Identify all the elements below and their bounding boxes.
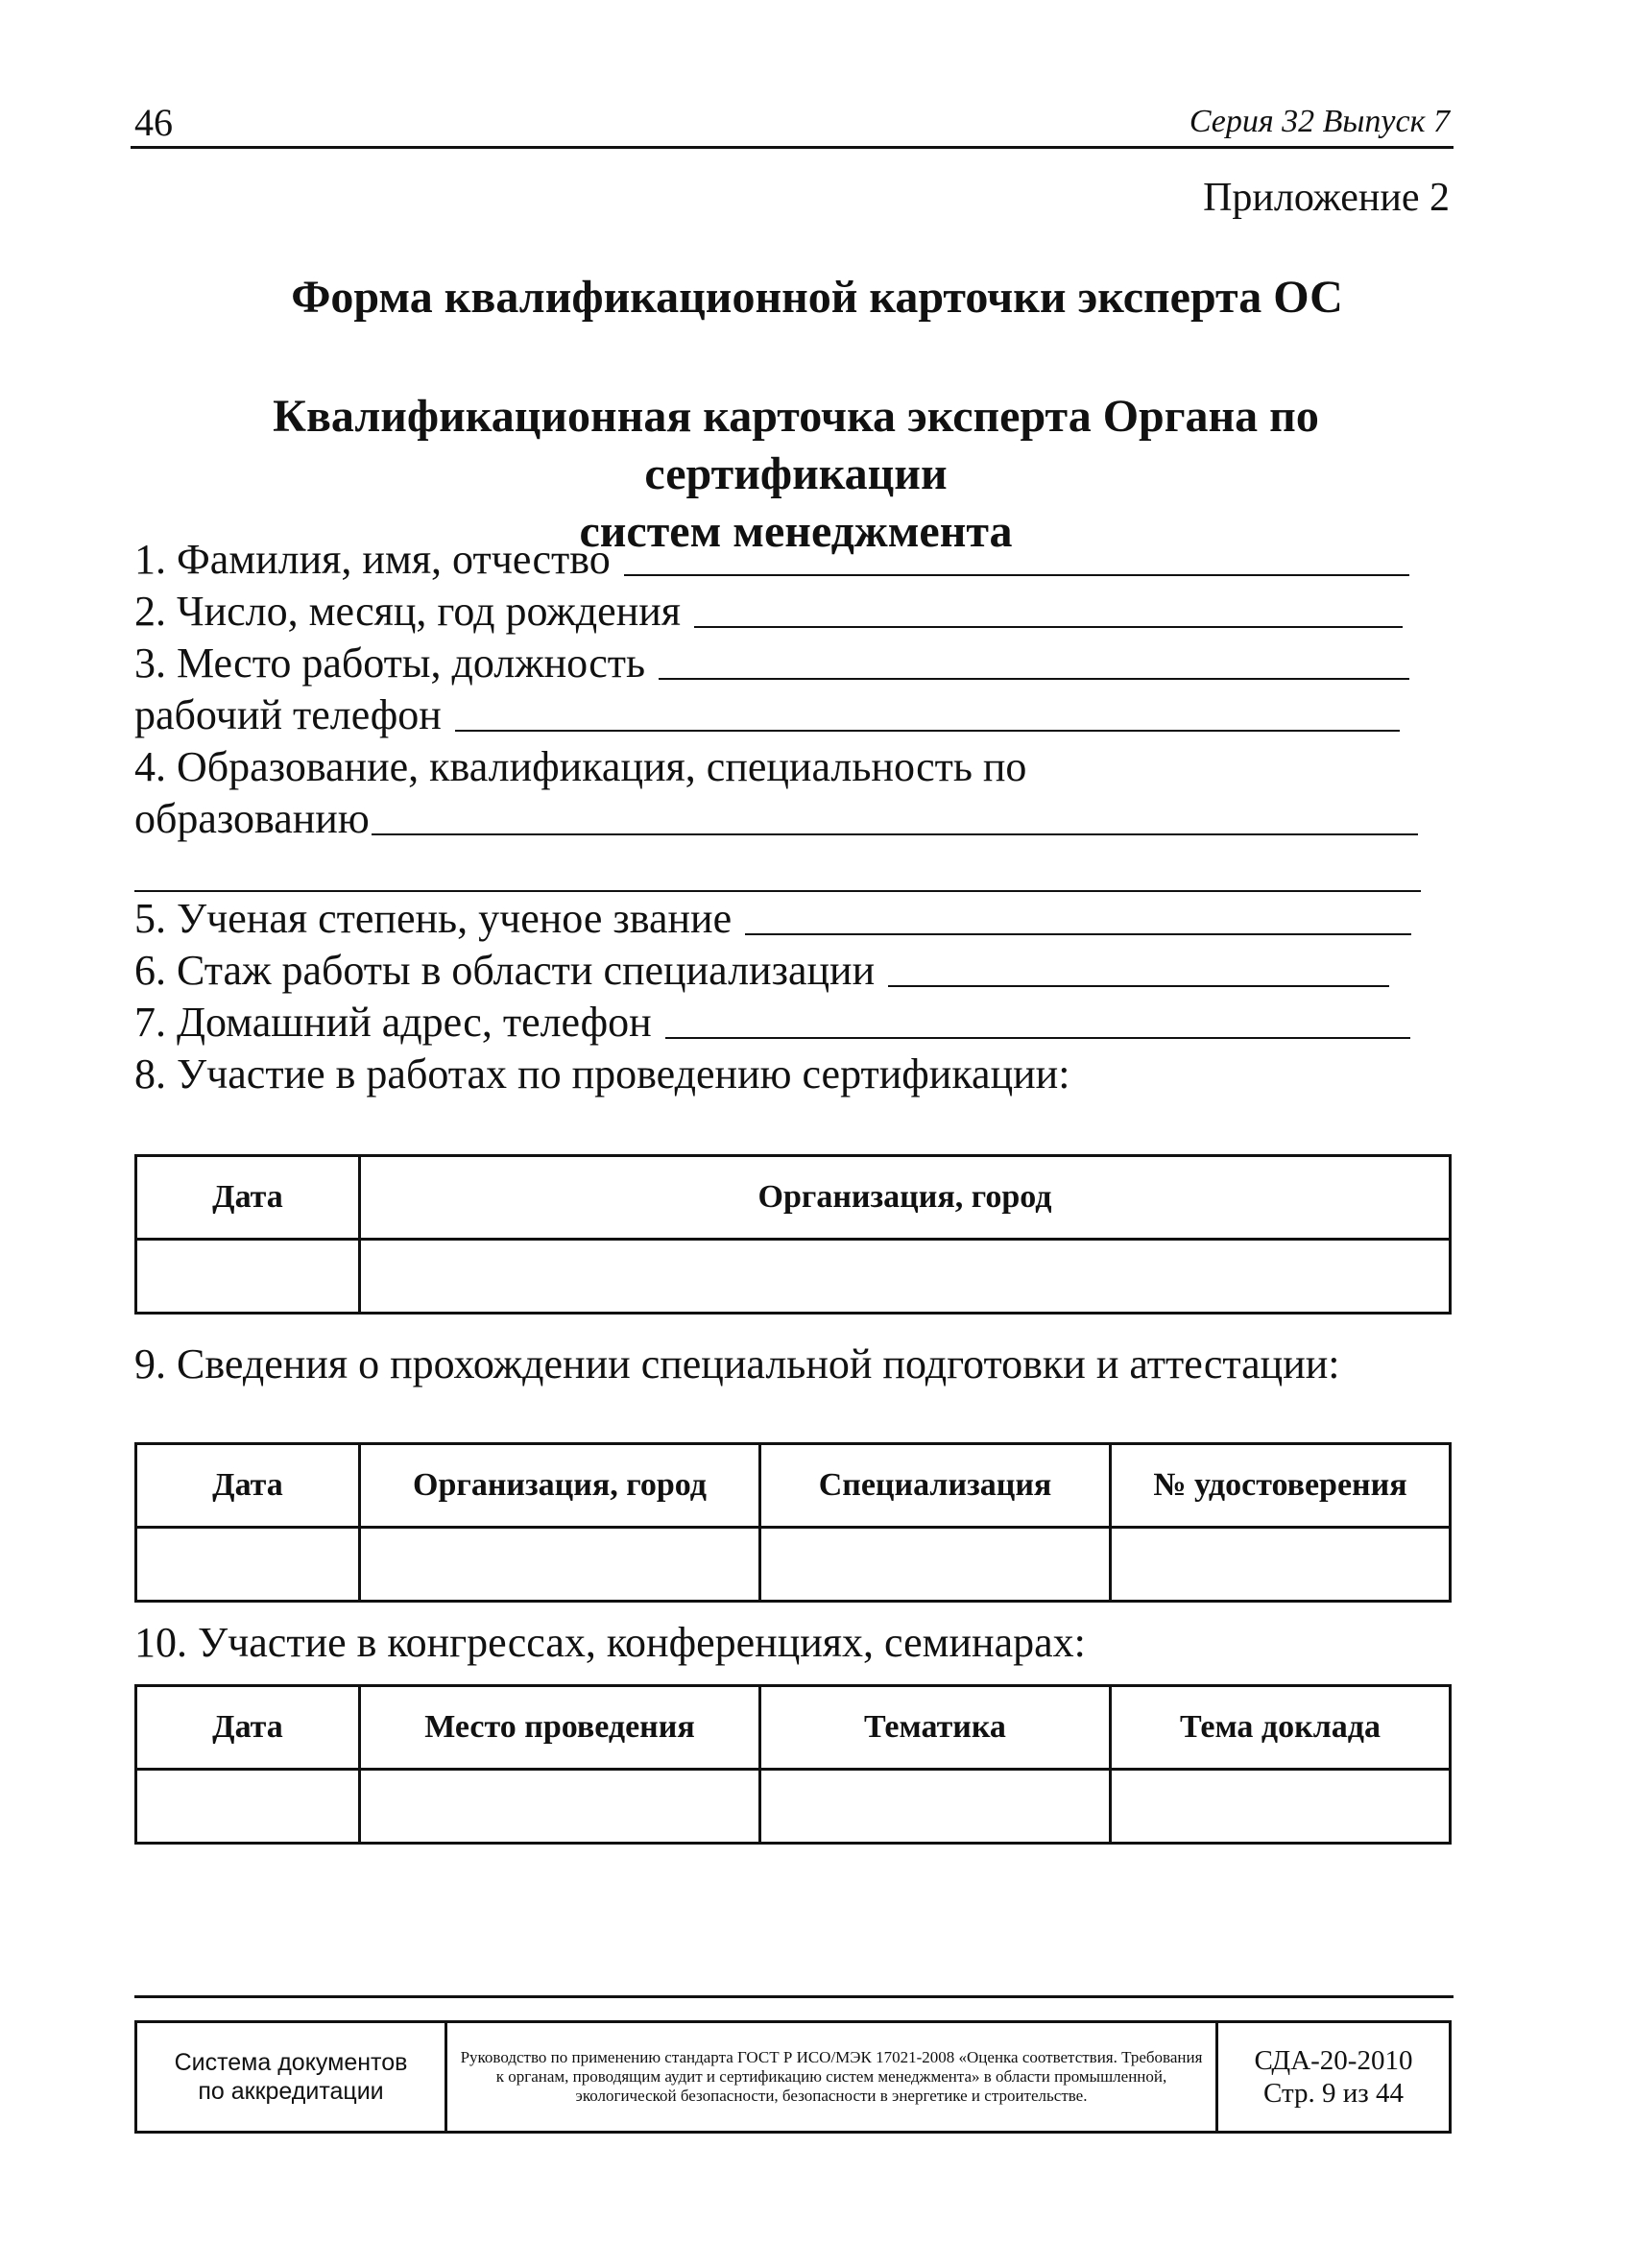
field-workplace-label: 3. Место работы, должность xyxy=(134,639,646,687)
t8-cell-date[interactable] xyxy=(136,1240,360,1314)
field-workplace xyxy=(134,638,1409,688)
footer-system-line2: по аккредитации xyxy=(198,2078,384,2105)
field-education-extra-line[interactable] xyxy=(134,889,1421,892)
field-degree-label: 5. Ученая степень, ученое звание xyxy=(134,895,733,942)
field-experience xyxy=(134,945,1389,995)
t10-cell-venue[interactable] xyxy=(360,1770,760,1844)
field-workplace-line[interactable] xyxy=(659,677,1409,680)
field-home-address-label: 7. Домашний адрес, телефон xyxy=(134,999,652,1046)
footer-description: Руководство по применению стандарта ГОСТ Р ИСО/МЭК 17021-2008 «Оценка соответствия. Требования к органам, проводящим аудит и сертификацию систем менеджмента» в области промышленной, экологической безопасности, безопасности в энергетике и строительстве. xyxy=(446,2022,1217,2133)
t9-header-certificate: № удостоверения xyxy=(1111,1444,1451,1528)
field-experience-label: 6. Стаж работы в области специализации xyxy=(134,947,876,994)
section-10-label: 10. Участие в конгрессах, конференциях, семинарах: xyxy=(134,1619,1086,1666)
t9-header-org: Организация, город xyxy=(360,1444,760,1528)
section-9-label: 9. Сведения о прохождении специальной подготовки и аттестации: xyxy=(134,1340,1340,1387)
t8-header-date: Дата xyxy=(136,1156,360,1240)
t10-cell-date[interactable] xyxy=(136,1770,360,1844)
field-birth-date-label: 2. Число, месяц, год рождения xyxy=(134,588,682,635)
t9-cell-certificate[interactable] xyxy=(1111,1528,1451,1602)
t10-header-venue: Место проведения xyxy=(360,1686,760,1770)
appendix-label: Приложение 2 xyxy=(1203,176,1450,220)
footer-table xyxy=(134,2020,1452,2134)
t10-header-topic: Тематика xyxy=(760,1686,1111,1770)
t10-header-date: Дата xyxy=(136,1686,360,1770)
t9-header-date: Дата xyxy=(136,1444,360,1528)
t10-cell-report[interactable] xyxy=(1111,1770,1451,1844)
t9-cell-specialization[interactable] xyxy=(760,1528,1111,1602)
footer-doc-id xyxy=(1217,2022,1451,2133)
t9-cell-org[interactable] xyxy=(360,1528,760,1602)
field-education xyxy=(134,741,1026,791)
t10-cell-topic[interactable] xyxy=(760,1770,1111,1844)
field-home-address xyxy=(134,997,1410,1047)
field-birth-date xyxy=(134,586,1403,636)
t9-header-specialization: Специализация xyxy=(760,1444,1111,1528)
field-education-label: 4. Образование, квалификация, специальность по xyxy=(134,743,1027,790)
card-title-line1: Квалификационная карточка эксперта Органа по сертификации xyxy=(273,391,1319,499)
t8-cell-org[interactable] xyxy=(360,1240,1451,1314)
field-education-cont xyxy=(134,793,1418,843)
field-work-phone-label: рабочий телефон xyxy=(134,691,442,738)
footer-page-count: Стр. 9 из 44 xyxy=(1263,2078,1404,2109)
field-degree-line[interactable] xyxy=(745,932,1411,935)
field-experience-line[interactable] xyxy=(888,984,1389,987)
conferences-table xyxy=(134,1684,1452,1845)
card-title-line2: систем менеджмента xyxy=(579,506,1013,557)
field-full-name xyxy=(134,534,1409,584)
field-full-name-label: 1. Фамилия, имя, отчество xyxy=(134,536,611,583)
form-title: Форма квалификационной карточки эксперта ОС xyxy=(291,272,1343,323)
field-home-address-line[interactable] xyxy=(665,1036,1410,1039)
footer-system xyxy=(136,2022,446,2133)
section-8-title xyxy=(134,1049,1069,1098)
t9-cell-date[interactable] xyxy=(136,1528,360,1602)
footer-doc-code: СДА-20-2010 xyxy=(1254,2045,1413,2076)
t8-header-org: Организация, город xyxy=(360,1156,1451,1240)
field-education-line[interactable] xyxy=(372,832,1418,835)
field-full-name-line[interactable] xyxy=(624,573,1409,576)
header-rule xyxy=(131,146,1454,149)
field-education-cont-label: образованию xyxy=(134,795,370,842)
field-birth-date-line[interactable] xyxy=(694,625,1403,628)
series-label: Серия 32 Выпуск 7 xyxy=(1189,104,1450,139)
page-number: 46 xyxy=(134,101,173,144)
section-8-label: 8. Участие в работах по проведению сертификации: xyxy=(134,1050,1070,1098)
section-10-title xyxy=(134,1617,1086,1667)
training-table xyxy=(134,1442,1452,1603)
section-9-title xyxy=(134,1339,1340,1388)
certification-work-table xyxy=(134,1154,1452,1315)
field-work-phone xyxy=(134,689,1400,739)
footer-rule xyxy=(134,1995,1454,1998)
t10-header-report: Тема доклада xyxy=(1111,1686,1451,1770)
field-degree xyxy=(134,893,1411,943)
field-work-phone-line[interactable] xyxy=(455,729,1400,732)
footer-system-line1: Система документов xyxy=(174,2049,408,2076)
